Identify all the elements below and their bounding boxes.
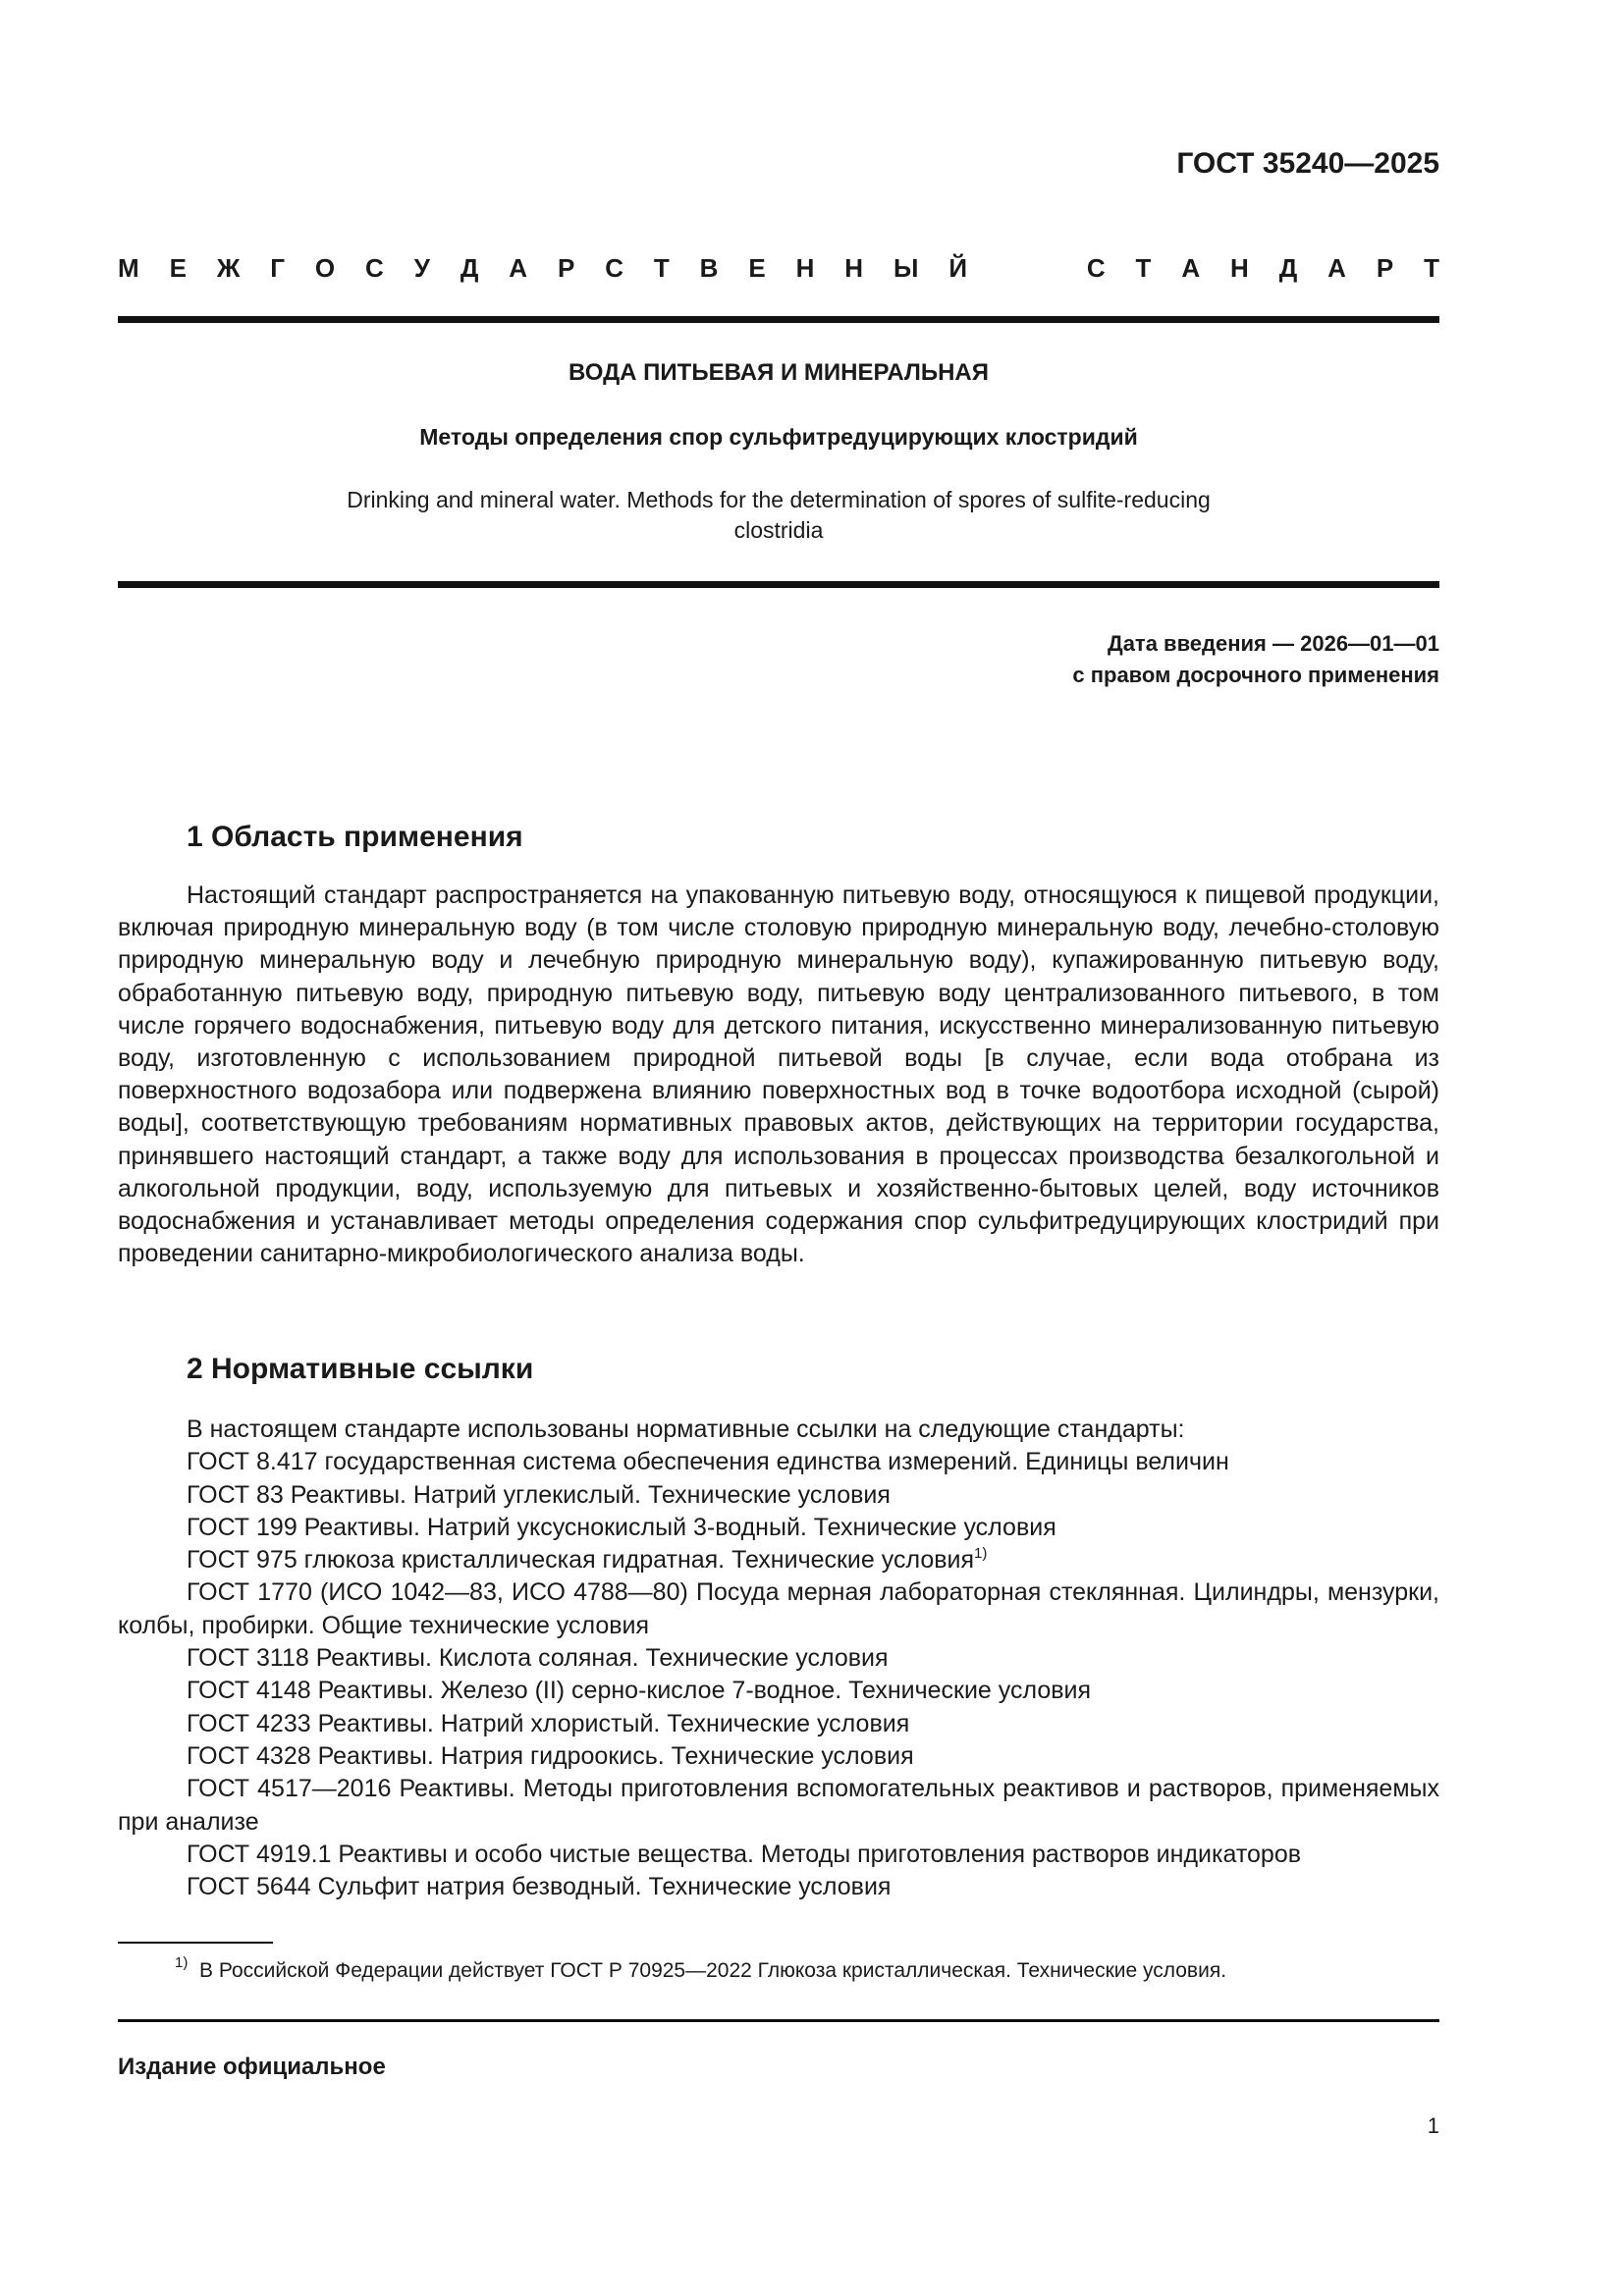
- reference-item: ГОСТ 4328 Реактивы. Натрия гидроокись. Технические условия: [187, 1741, 914, 1770]
- english-title-line-2: clostridia: [733, 517, 824, 543]
- banner-letter: Е: [169, 253, 187, 283]
- references-intro: В настоящем стандарте использованы нормативные ссылки на следующие стандарты:: [187, 1415, 1185, 1443]
- banner-letter: Т: [1424, 253, 1439, 283]
- standard-number: ГОСТ 35240—2025: [1176, 147, 1439, 180]
- normative-references: [118, 1414, 1439, 1903]
- banner-letter: М: [118, 253, 139, 283]
- section-2-heading: 2 Нормативные ссылки: [187, 1353, 534, 1385]
- banner-letter: Н: [1230, 253, 1249, 283]
- banner-letter: Е: [748, 253, 766, 283]
- banner-letter: Н: [795, 253, 815, 283]
- page-number: 1: [1427, 2113, 1439, 2138]
- banner-letter: С: [1086, 253, 1106, 283]
- reference-text: ГОСТ 975 глюкоза кристаллическая гидратная. Технические условия: [187, 1546, 975, 1575]
- reference-item: ГОСТ 3118 Реактивы. Кислота соляная. Технические условия: [187, 1644, 889, 1673]
- document-title: ВОДА ПИТЬЕВАЯ И МИНЕРАЛЬНАЯ: [568, 359, 989, 386]
- banner-letter: А: [509, 253, 528, 283]
- banner-letter: Й: [948, 253, 968, 283]
- banner-letter: С: [605, 253, 623, 283]
- banner-gap: [998, 253, 1056, 284]
- banner-letter: В: [699, 253, 719, 283]
- document-subtitle: Методы определения спор сульфитредуцирующих клостридий: [419, 424, 1138, 450]
- interstate-standard-banner: [118, 253, 1439, 284]
- banner-letter: Р: [1376, 253, 1394, 283]
- banner-letter: Ж: [216, 253, 241, 283]
- english-title: [118, 485, 1439, 546]
- reference-item: ГОСТ 4919.1 Реактивы и особо чистые вещества. Методы приготовления растворов индикаторов: [187, 1840, 1301, 1868]
- reference-item: [118, 1544, 1439, 1576]
- header-divider: [118, 316, 1439, 323]
- early-application-note: с правом досрочного применения: [1072, 663, 1439, 687]
- banner-letter: Р: [557, 253, 575, 283]
- introduction-date: [1072, 628, 1439, 691]
- banner-letter: У: [413, 253, 430, 283]
- reference-item: ГОСТ 4233 Реактивы. Натрий хлористый. Технические условия: [187, 1709, 910, 1737]
- banner-letter: А: [1327, 253, 1346, 283]
- scope-paragraph: Настоящий стандарт распространяется на упакованную питьевую воду, относящуюся к пищевой продукции, включая природную минеральную воду (в том числе столовую природную минеральную воду, лечебно-столовую природную минеральную воду и лечебную природную минеральную воду), купажированную питьевую воду, обработанную питьевую воду, природную питьевую воду, питьевую воду централизованного питьевого, в том числе горячего водоснабжения, питьевую воду для детского питания, искусственно минерализованную питьевую воду, изготовленную с использованием природной питьевой воды [в случае, если вода отобрана из поверхностного водозабора или подвержена влиянию поверхностных вод в точке водоотбора исходной (сырой) воды], соответствующую требованиям нормативных правовых актов, действующих на территории государства, принявшего настоящий стандарт, а также воду для использования в процессах производства безалкогольной и алкогольной продукции, воду, используемую для питьевых и хозяйственно-бытовых целей, воду источников водоснабжения и устанавливает методы определения содержания спор сульфитредуцирующих клостридий при проведении санитарно-микробиологического анализа воды.: [118, 881, 1439, 1268]
- footnote-number: 1): [175, 1954, 189, 1971]
- reference-item: ГОСТ 1770 (ИСО 1042—83, ИСО 4788—80) Посуда мерная лабораторная стеклянная. Цилиндры, мензурки, колбы, пробирки. Общие технические условия: [118, 1578, 1439, 1639]
- title-divider: [118, 581, 1439, 588]
- banner-letter: Д: [1278, 253, 1298, 283]
- reference-item: ГОСТ 199 Реактивы. Натрий уксуснокислый 3-водный. Технические условия: [187, 1513, 1056, 1541]
- reference-item: ГОСТ 5644 Сульфит натрия безводный. Технические условия: [187, 1873, 892, 1901]
- banner-letter: Д: [460, 253, 479, 283]
- date-introduction: Дата введения — 2026—01—01: [1108, 631, 1439, 656]
- section-1-heading: 1 Область применения: [187, 821, 523, 853]
- reference-item: ГОСТ 4517—2016 Реактивы. Методы приготовления вспомогательных реактивов и растворов, применяемых при анализе: [118, 1775, 1439, 1836]
- banner-letter: С: [365, 253, 384, 283]
- reference-item: ГОСТ 83 Реактивы. Натрий углекислый. Технические условия: [187, 1480, 891, 1509]
- section-1-body: [118, 880, 1439, 1270]
- banner-letter: Т: [653, 253, 670, 283]
- footnote-marker[interactable]: 1): [974, 1545, 988, 1563]
- official-edition-label: Издание официальное: [118, 2054, 386, 2080]
- footnote-text: В Российской Федерации действует ГОСТ Р 70925—2022 Глюкоза кристаллическая. Технические условия.: [199, 1959, 1227, 1982]
- banner-letter: Т: [1135, 253, 1152, 283]
- banner-letter: Н: [844, 253, 864, 283]
- banner-letter: О: [314, 253, 336, 283]
- reference-item: ГОСТ 4148 Реактивы. Железо (II) серно-кислое 7-водное. Технические условия: [187, 1677, 1092, 1705]
- reference-item: ГОСТ 8.417 государственная система обеспечения единства измерений. Единицы величин: [187, 1448, 1229, 1476]
- english-title-line-1: Drinking and mineral water. Methods for the determination of spores of sulfite-reducing: [347, 487, 1211, 512]
- footnote: [175, 1954, 1227, 1983]
- banner-letter: Ы: [893, 253, 919, 283]
- footnote-separator: [118, 1942, 273, 1944]
- footer-divider: [118, 2019, 1439, 2022]
- banner-letter: А: [1181, 253, 1201, 283]
- banner-letter: Г: [270, 253, 285, 283]
